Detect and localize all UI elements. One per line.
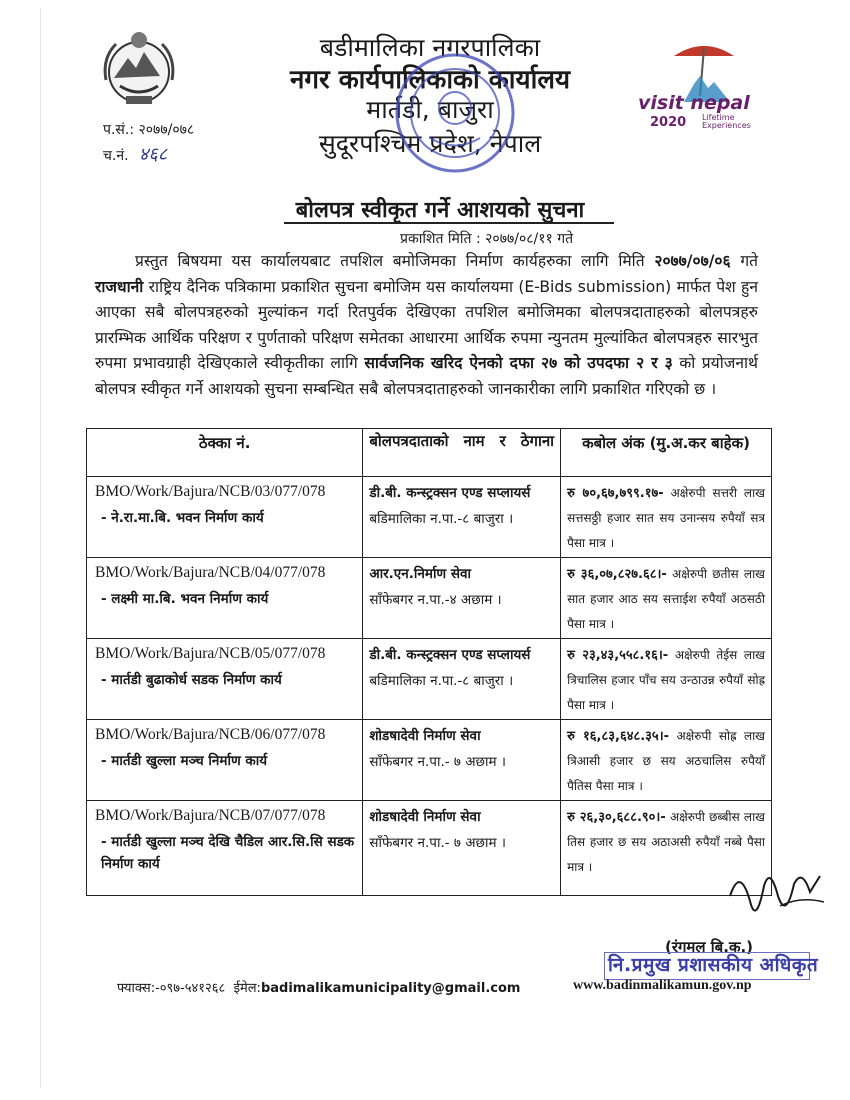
website-url: www.badinmalikamun.gov.np xyxy=(573,978,752,993)
project-name: - मार्तडी खुल्ला मञ्च निर्माण कार्य xyxy=(101,753,268,769)
bid-amount: रु २३,४३,५५८.१६।- xyxy=(567,648,669,663)
notice-body xyxy=(95,249,758,403)
bidder-name: शोडषादेवी निर्माण सेवा xyxy=(369,809,481,825)
table-header-row xyxy=(87,429,772,477)
reference-number xyxy=(103,120,194,139)
table-row xyxy=(87,720,772,801)
bidder-cell xyxy=(363,558,561,639)
bid-amount: रु ७०,६७,७९९.१७- xyxy=(567,486,664,501)
contract-cell xyxy=(87,558,363,639)
project-name: - लक्ष्मी मा.बि. भवन निर्माण कार्य xyxy=(101,591,269,607)
project-name: - मार्तडी बुढाकोर्ध सडक निर्माण कार्य xyxy=(101,672,282,688)
bid-amount: रु २६,३०,६८८.९०।- xyxy=(567,810,666,825)
footer-contact xyxy=(117,978,520,996)
bid-amount: रु ३६,०७,८२७.६८।- xyxy=(567,567,667,582)
contract-code: BMO/Work/Bajura/NCB/05/077/078 xyxy=(95,645,326,662)
municipality-name: बडीमालिका नगरपालिका xyxy=(319,33,541,62)
notice-body-date: २०७७/०७/०६ xyxy=(654,252,731,270)
bidder-address: बडिमालिका न.पा.-८ बाजुरा । xyxy=(369,673,514,689)
project-name: - मार्तडी खुल्ला मञ्च देखि चैडिल आर.सि.सि सडक निर्माण कार्य xyxy=(101,834,355,872)
bidder-name: शोडषादेवी निर्माण सेवा xyxy=(369,728,481,744)
fax-label: फ्याक्स:- xyxy=(117,981,160,996)
bidder-address: साँफेबगर न.पा.-४ अछाम । xyxy=(369,592,502,608)
bidder-cell xyxy=(363,801,561,896)
notice-body-text: गते xyxy=(730,252,759,270)
bid-amount-words: अक्षेरुपी छतीस लाख सात हजार आठ सय सत्ताईश रुपैयाँ अठसठी पैसा मात्र । xyxy=(567,567,765,631)
visit-nepal-logo-year: 2020 xyxy=(650,115,687,130)
office-name: नगर कार्यपालिकाको कार्यालय xyxy=(289,65,571,95)
letterhead xyxy=(0,0,850,180)
notice-body-text: प्रस्तुत बिषयमा यस कार्यालयबाट तपशिल बमोजिमका निर्माण कार्यहरुका लागि मिति xyxy=(135,252,655,270)
contract-cell xyxy=(87,801,363,896)
notice-title: बोलपत्र स्वीकृत गर्ने आशयको सुचना xyxy=(295,198,585,223)
contract-code: BMO/Work/Bajura/NCB/06/077/078 xyxy=(95,726,326,743)
bid-amount-words: अक्षेरुपी सोह्र लाख त्रिआसी हजार छ सय अठचालिस रुपैयाँ पैतिस पैसा मात्र । xyxy=(567,729,765,793)
bid-table xyxy=(86,428,772,896)
fax-number: ०९७-५४१२६८ xyxy=(159,981,226,996)
bidder-name: आर.एन.निर्माण सेवा xyxy=(369,566,472,582)
header-contract-no: ठेक्का नं. xyxy=(87,429,363,477)
reference-number-value: २०७७/०७८ xyxy=(138,122,195,138)
nepal-emblem-icon xyxy=(100,28,178,110)
amount-cell xyxy=(561,477,772,558)
contract-code: BMO/Work/Bajura/NCB/04/077/078 xyxy=(95,564,326,581)
published-date-suffix: गते xyxy=(557,231,574,247)
contract-cell xyxy=(87,639,363,720)
bid-amount-words: अक्षेरुपी छब्बीस लाख तिस हजार छ सय अठाअसी रुपैयाँ नब्बे पैसा मात्र । xyxy=(567,810,765,874)
contract-cell xyxy=(87,720,363,801)
header-bidder: बोलपत्रदाताको नाम र ठेगाना xyxy=(363,429,561,477)
published-date-value: २०७७/०८/११ xyxy=(485,231,553,247)
signatory-title: नि.प्रमुख प्रशासकीय अधिकृत xyxy=(608,954,819,976)
handwritten-signature-icon xyxy=(720,856,830,936)
reference-number-label: प.सं.: xyxy=(103,122,135,138)
amount-cell xyxy=(561,558,772,639)
bidder-address: साँफेबगर न.पा.- ७ अछाम । xyxy=(369,754,506,770)
bidder-name: डी.बी. कन्स्ट्रक्सन एण्ड सप्लायर्स xyxy=(369,647,531,663)
visit-nepal-logo-text: visit nepal xyxy=(638,92,750,114)
province-country: सुदूरपश्चिम प्रदेश, नेपाल xyxy=(318,129,542,158)
published-date xyxy=(400,229,573,248)
title-underline xyxy=(284,222,614,224)
amount-cell xyxy=(561,639,772,720)
table-row xyxy=(87,477,772,558)
office-location: मार्तडी, बाजुरा xyxy=(366,95,494,124)
contract-code: BMO/Work/Bajura/NCB/07/077/078 xyxy=(95,807,326,824)
office-seal-stamp-icon xyxy=(390,48,520,178)
amount-cell xyxy=(561,720,772,801)
dispatch-number-label: च.नं. xyxy=(103,148,129,164)
visit-nepal-logo-tagline: Lifetime Experiences xyxy=(702,113,751,130)
bidder-cell xyxy=(363,720,561,801)
dispatch-number-value: ४६८ xyxy=(139,144,168,165)
notice-body-text: को प्रयोजनार्थ बोलपत्र स्वीकृत गर्ने आशयको सुचना सम्बन्धित सबै बोलपत्रदाताहरुको जानकारीका लागि प्रकाशित गरिएको छ । xyxy=(95,354,758,398)
dispatch-number xyxy=(103,142,167,166)
contract-code: BMO/Work/Bajura/NCB/03/077/078 xyxy=(95,483,326,500)
table-row xyxy=(87,801,772,896)
bid-amount: रु १६,८३,६४८.३५।- xyxy=(567,729,670,744)
table-row xyxy=(87,558,772,639)
email-address: badimalikamunicipality@gmail.com xyxy=(260,981,521,996)
header-bid-amount: कबोल अंक (मु.अ.कर बाहेक) xyxy=(561,429,772,477)
notice-body-law-reference: सार्वजनिक खरिद ऐनको दफा २७ को उपदफा २ र ३ xyxy=(364,354,673,373)
bid-amount-words: अक्षेरुपी सत्तरी लाख सत्तसठ्ठी हजार सात सय उनान्सय रुपैयाँ सत्र पैसा मात्र । xyxy=(567,486,765,550)
bidder-name: डी.बी. कन्स्ट्रक्सन एण्ड सप्लायर्स xyxy=(369,485,531,501)
notice-body-text: राष्ट्रिय दैनिक पत्रिकामा प्रकाशित सुचना बमोजिम यस कार्यालयमा (E-Bids submission) मार्फत पेश हुन आएका सबै बोलपत्रहरुको मुल्यांकन गर्दा रितपुर्वक देखिएका तपशिल बमोजिमका बोलपत्रदाताहरुको बोलपत्रहरु प्रारम्भिक आर्थिक परिक्षण र पुर्णताको परिक्षण समेतका आधारमा आर्थिक रुपमा न्युनतम मुल्यांकित बोलपत्रहरु सारभुत रुपमा प्रभावग्राही देखिएकाले स्वीकृतीका लागि xyxy=(95,277,758,373)
bidder-cell xyxy=(363,639,561,720)
bid-amount-words: अक्षेरुपी तेईस लाख त्रिचालिस हजार पाँच सय उन्ठाउन्न रुपैयाँ सोह्र पैसा मात्र । xyxy=(567,648,765,712)
contract-cell xyxy=(87,477,363,558)
bidder-address: बडिमालिका न.पा.-८ बाजुरा । xyxy=(369,511,514,527)
published-date-label: प्रकाशित मिति : xyxy=(400,231,481,247)
bidder-cell xyxy=(363,477,561,558)
table-row xyxy=(87,639,772,720)
project-name: - ने.रा.मा.बि. भवन निर्माण कार्य xyxy=(101,510,264,526)
notice-body-newspaper: राजधानी xyxy=(95,277,144,296)
signatory-name: (रंगमल बि.क.) xyxy=(665,938,754,956)
email-label: ईमेल: xyxy=(233,981,261,996)
bidder-address: साँफेबगर न.पा.- ७ अछाम । xyxy=(369,835,506,851)
